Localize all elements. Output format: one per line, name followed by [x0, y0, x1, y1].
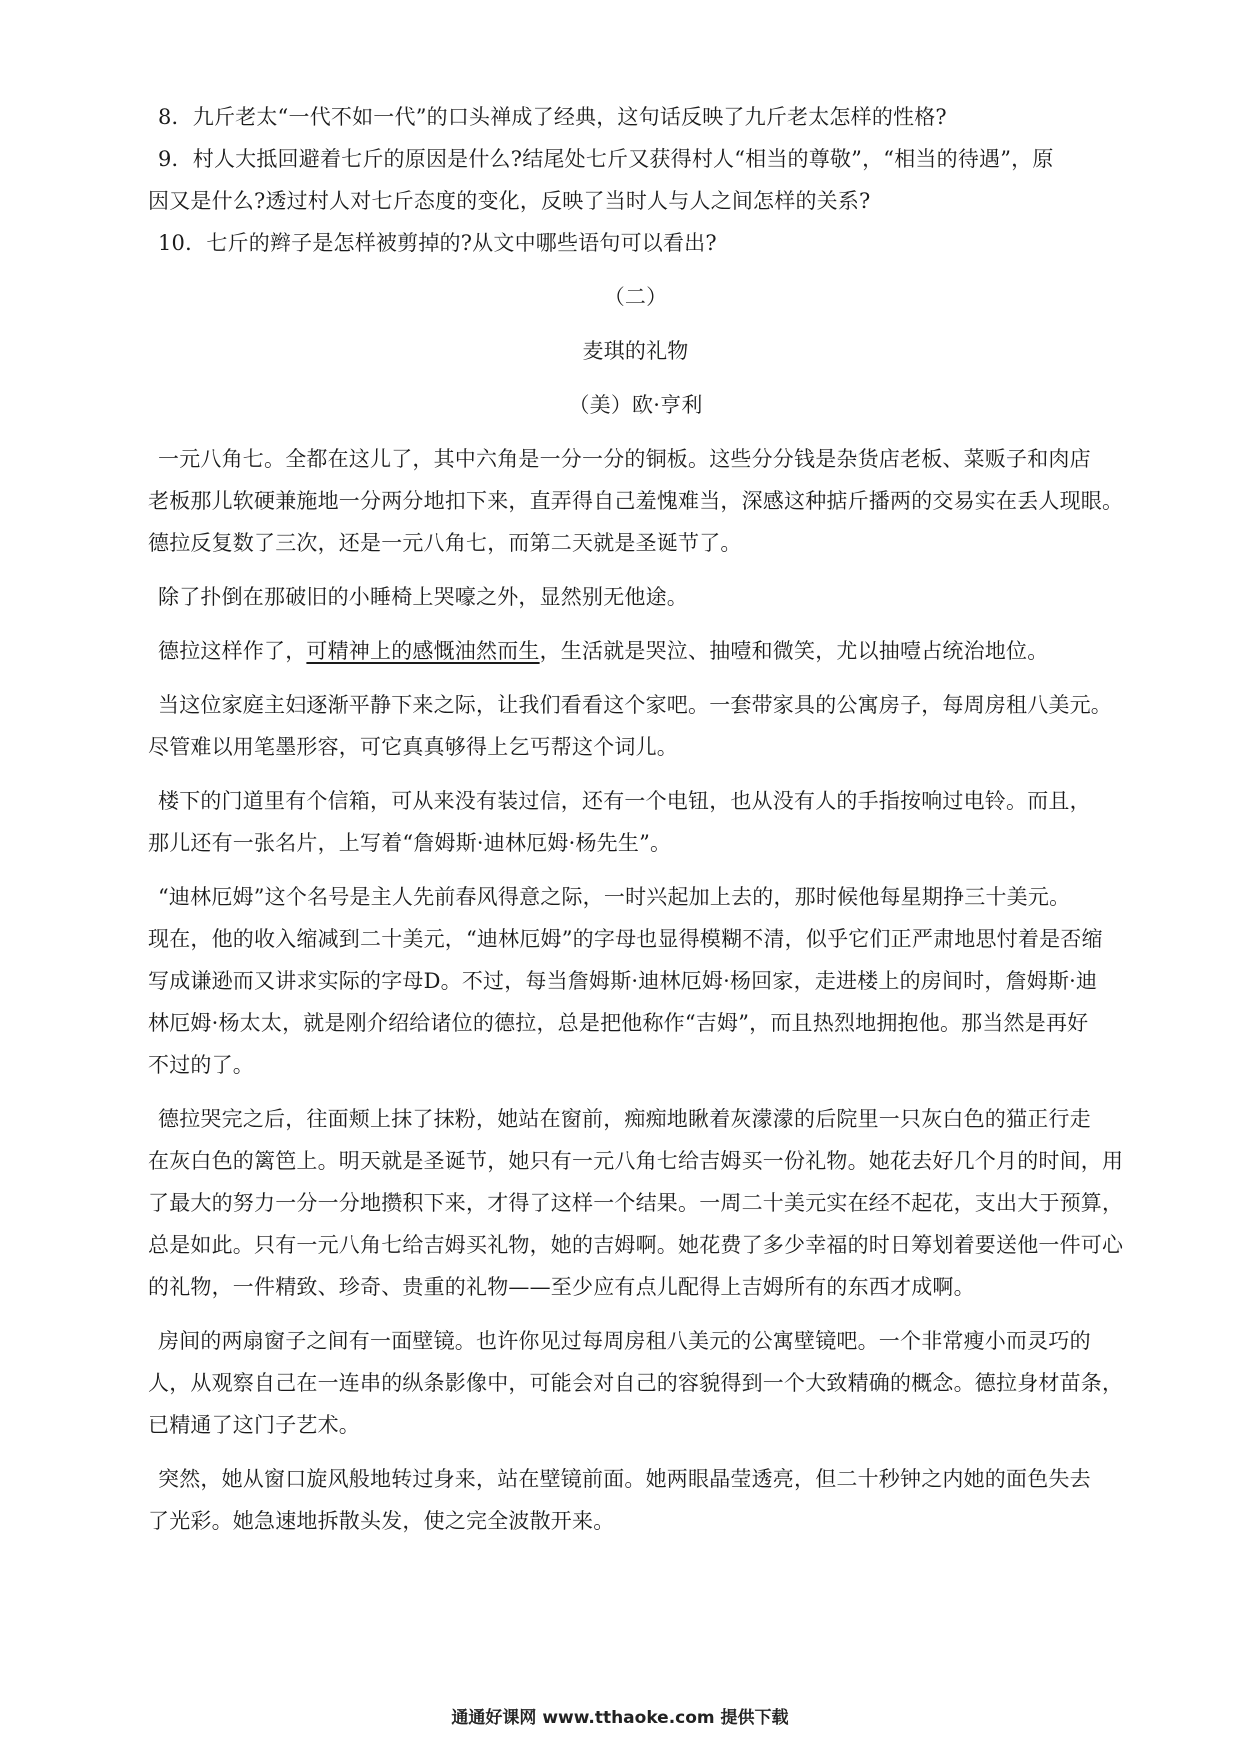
paragraph-7-line-5: 的礼物，一件精致、珍奇、贵重的礼物——至少应有点儿配得上吉姆所有的东西才成啊。 [148, 1275, 975, 1299]
paragraph-6-line-3: 写成谦逊而又讲求实际的字母D。不过，每当詹姆斯·迪林厄姆·杨回家，走进楼上的房间时，詹姆斯·迪 [148, 969, 1098, 993]
paragraph-1-line-1: 一元八角七。全都在这儿了，其中六角是一分一分的铜板。这些分分钱是杂货店老板、菜贩子和肉店 [158, 447, 1091, 471]
document-body [148, 96, 1123, 1542]
paragraph-9-line-1: 突然，她从窗口旋风般地转过身来，站在壁镜前面。她两眼晶莹透亮，但二十秒钟之内她的面色失去 [158, 1467, 1091, 1491]
paragraph-4-line-2: 尽管难以用笔墨形容，可它真真够得上乞丐帮这个词儿。 [148, 735, 678, 759]
underlined-phrase: 可精神上的感慨油然而生 [306, 639, 540, 663]
paragraph-6-line-5: 不过的了。 [148, 1053, 254, 1077]
paragraph-3 [148, 630, 1123, 672]
page-footer: 通通好课网 www.tthaoke.com 提供下载 [451, 1708, 789, 1728]
paragraph-8-line-2: 人，从观察自己在一连串的纵条影像中，可能会对自己的容貌得到一个大致精确的概念。德拉身材苗条， [148, 1371, 1124, 1395]
paragraph-1-line-3: 德拉反复数了三次，还是一元八角七，而第二天就是圣诞节了。 [148, 531, 742, 555]
story-author: （美）欧·亨利 [568, 393, 703, 417]
story-title: 麦琪的礼物 [582, 339, 689, 363]
paragraph-7-line-2: 在灰白色的篱笆上。明天就是圣诞节，她只有一元八角七给吉姆买一份礼物。她花去好几个月的时间，用 [148, 1149, 1124, 1173]
paragraph-5-line-2: 那儿还有一张名片，上写着“詹姆斯·迪林厄姆·杨先生”。 [148, 831, 672, 855]
paragraph-3-after: ，生活就是哭泣、抽噎和微笑，尤以抽噎占统治地位。 [539, 639, 1049, 663]
paragraph-8-line-3: 已精通了这门子艺术。 [148, 1413, 360, 1437]
section-number: （二） [603, 285, 668, 309]
question-8: 8．九斤老太“一代不如一代”的口头禅成了经典，这句话反映了九斤老太怎样的性格? [158, 105, 947, 129]
paragraph-5-line-1: 楼下的门道里有个信箱，可从来没有装过信，还有一个电钮，也从没有人的手指按响过电铃。而且， [158, 789, 1091, 813]
paragraph-6-line-2: 现在，他的收入缩减到二十美元，“迪林厄姆”的字母也显得模糊不清，似乎它们正严肃地思忖着是否缩 [148, 927, 1103, 951]
paragraph-2: 除了扑倒在那破旧的小睡椅上哭嚎之外，显然别无他途。 [158, 585, 688, 609]
paragraph-6-line-4: 林厄姆·杨太太，就是刚介绍给诸位的德拉，总是把他称作“吉姆”，而且热烈地拥抱他。那当然是再好 [148, 1011, 1089, 1035]
paragraph-7-line-3: 了最大的努力一分一分地攒积下来，才得了这样一个结果。一周二十美元实在经不起花，支出大于预算， [148, 1191, 1124, 1215]
paragraph-8-line-1: 房间的两扇窗子之间有一面壁镜。也许你见过每周房租八美元的公寓壁镜吧。一个非常瘦小而灵巧的 [158, 1329, 1091, 1353]
paragraph-9-line-2: 了光彩。她急速地拆散头发，使之完全波散开来。 [148, 1509, 615, 1533]
paragraph-7-line-4: 总是如此。只有一元八角七给吉姆买礼物，她的吉姆啊。她花费了多少幸福的时日筹划着要送他一件可心 [148, 1233, 1124, 1257]
paragraph-3-before: 德拉这样作了， [158, 639, 307, 663]
paragraph-6-line-1: “迪林厄姆”这个名号是主人先前春风得意之际，一时兴起加上去的，那时候他每星期挣三十美元。 [158, 885, 1071, 909]
paragraph-7-line-1: 德拉哭完之后，往面颊上抹了抹粉，她站在窗前，痴痴地瞅着灰濛濛的后院里一只灰白色的猫正行走 [158, 1107, 1091, 1131]
question-9-line-1: 9．村人大抵回避着七斤的原因是什么?结尾处七斤又获得村人“相当的尊敬”，“相当的待遇”，原 [158, 147, 1054, 171]
question-10: 10．七斤的辫子是怎样被剪掉的?从文中哪些语句可以看出? [158, 231, 717, 255]
paragraph-4-line-1: 当这位家庭主妇逐渐平静下来之际，让我们看看这个家吧。一套带家具的公寓房子，每周房租八美元。 [158, 693, 1112, 717]
paragraph-1-line-2: 老板那儿软硬兼施地一分两分地扣下来，直弄得自己羞愧难当，深感这种掂斤播两的交易实在丢人现眼。 [148, 489, 1124, 513]
question-9-line-2: 因又是什么?透过村人对七斤态度的变化，反映了当时人与人之间怎样的关系? [148, 189, 871, 213]
